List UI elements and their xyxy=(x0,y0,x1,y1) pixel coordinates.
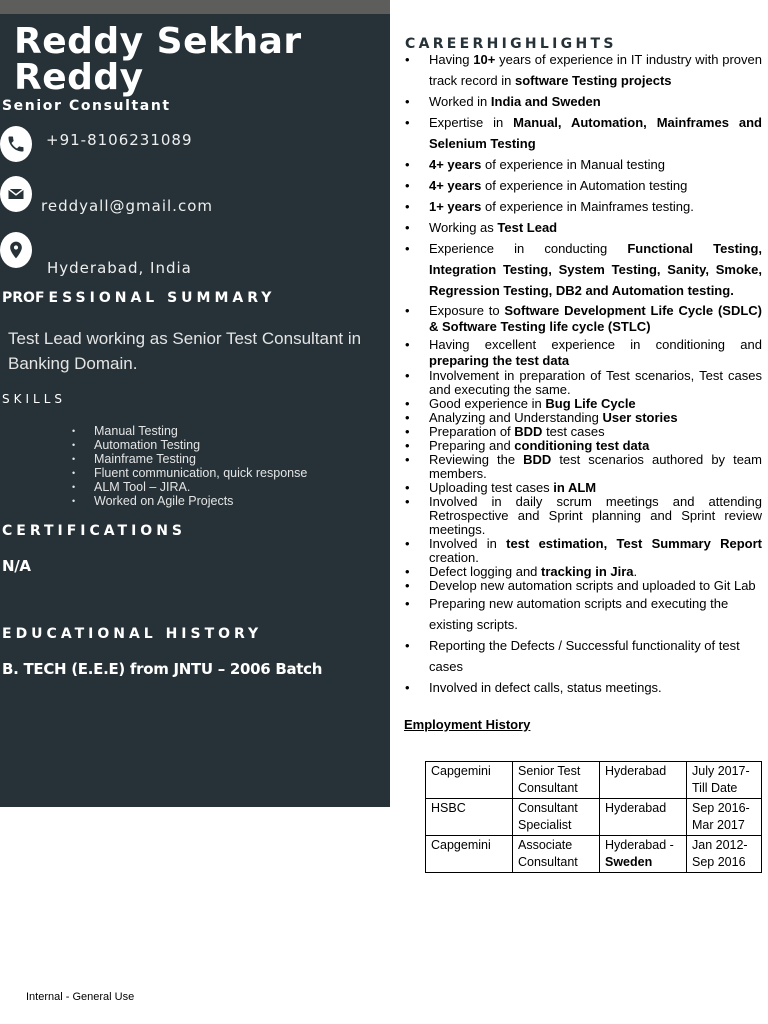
list-item: • Expertise in Manual, Automation, Mainframes and Selenium Testing xyxy=(402,112,762,154)
company-cell: Capgemini xyxy=(426,836,513,873)
location-cell: Hyderabad - Sweden xyxy=(600,836,687,873)
skills-list xyxy=(72,424,307,508)
list-item: • Good experience in Bug Life Cycle xyxy=(402,397,762,411)
location-cell: Hyderabad xyxy=(600,762,687,799)
list-item: • Reporting the Defects / Successful functionality of test cases xyxy=(402,635,762,677)
candidate-name: Reddy Sekhar Reddy xyxy=(14,21,302,98)
skills-heading: SKILLS xyxy=(2,392,67,406)
career-highlights-heading: CAREERHIGHLIGHTS xyxy=(405,36,617,52)
list-item: • Uploading test cases in ALM xyxy=(402,481,762,495)
table-row xyxy=(426,799,762,836)
location-pin-icon xyxy=(0,232,32,268)
list-item: • Having excellent experience in conditioning and preparing the test data xyxy=(402,337,762,369)
professional-summary-text: Test Lead working as Senior Test Consultant in Banking Domain. xyxy=(8,329,362,373)
list-item: • Worked in India and Sweden xyxy=(402,91,762,112)
period-cell: July 2017- Till Date xyxy=(687,762,762,799)
list-item: • Preparing new automation scripts and executing the existing scripts. xyxy=(402,593,762,635)
list-item: • Involvement in preparation of Test scenarios, Test cases and executing the same. xyxy=(402,369,762,397)
top-accent-bar xyxy=(0,0,390,14)
list-item: • Worked on Agile Projects xyxy=(72,494,307,508)
list-item: • Working as Test Lead xyxy=(402,217,762,238)
location: Hyderabad, India xyxy=(47,259,192,277)
company-cell: Capgemini xyxy=(426,762,513,799)
list-item: • 4+ years of experience in Automation testing xyxy=(402,175,762,196)
certifications-value: N/A xyxy=(2,557,31,575)
location-cell: Hyderabad xyxy=(600,799,687,836)
list-item: • Exposure to Software Development Life Cycle (SDLC) & Software Testing life cycle (STLC) xyxy=(402,303,762,335)
list-item: • ALM Tool – JIRA. xyxy=(72,480,307,494)
professional-summary-heading: PROFESSIONAL SUMMARY xyxy=(2,290,276,306)
employment-history-heading: Employment History xyxy=(404,717,531,732)
company-cell: HSBC xyxy=(426,799,513,836)
list-item: • Involved in defect calls, status meetings. xyxy=(402,677,762,698)
list-item: • Manual Testing xyxy=(72,424,307,438)
list-item: • Involved in daily scrum meetings and attending Retrospective and Sprint planning and Sprint review meetings. xyxy=(402,495,762,537)
list-item: • 4+ years of experience in Manual testing xyxy=(402,154,762,175)
role-cell: Associate Consultant xyxy=(513,836,600,873)
list-item: • Analyzing and Understanding User stories xyxy=(402,411,762,425)
period-cell: Sep 2016- Mar 2017 xyxy=(687,799,762,836)
certifications-heading: CERTIFICATIONS xyxy=(2,523,187,539)
list-item: • Preparation of BDD test cases xyxy=(402,425,762,439)
list-item: • 1+ years of experience in Mainframes testing. xyxy=(402,196,762,217)
list-item: • Preparing and conditioning test data xyxy=(402,439,762,453)
education-heading: EDUCATIONAL HISTORY xyxy=(2,626,263,642)
list-item: • Automation Testing xyxy=(72,438,307,452)
education-value: B. TECH (E.E.E) from JNTU – 2006 Batch xyxy=(2,660,323,678)
table-row xyxy=(426,762,762,799)
list-item: • Having 10+ years of experience in IT industry with proven track record in software Testing projects xyxy=(402,49,762,91)
career-highlights-list xyxy=(402,49,762,698)
list-item: • Defect logging and tracking in Jira. xyxy=(402,565,762,579)
footer-classification: Internal - General Use xyxy=(26,991,135,1003)
table-row xyxy=(426,836,762,873)
role-cell: Senior Test Consultant xyxy=(513,762,600,799)
job-title: Senior Consultant xyxy=(2,98,171,114)
mail-icon xyxy=(0,176,32,212)
employment-table xyxy=(425,761,762,873)
sidebar xyxy=(0,14,390,807)
list-item: • Fluent communication, quick response xyxy=(72,466,307,480)
list-item: • Develop new automation scripts and uploaded to Git Lab xyxy=(402,579,762,593)
list-item: • Involved in test estimation, Test Summary Report creation. xyxy=(402,537,762,565)
email-address[interactable]: reddyall@gmail.com xyxy=(41,197,213,215)
list-item: • Mainframe Testing xyxy=(72,452,307,466)
phone-icon xyxy=(0,126,32,162)
list-item: • Reviewing the BDD test scenarios authored by team members. xyxy=(402,453,762,481)
list-item: • Experience in conducting Functional Testing, Integration Testing, System Testing, Sanity, Smoke, Regression Testing, DB2 and Automation testing. xyxy=(402,238,762,301)
phone-number[interactable]: +91-8106231089 xyxy=(46,131,193,149)
role-cell: Consultant Specialist xyxy=(513,799,600,836)
period-cell: Jan 2012- Sep 2016 xyxy=(687,836,762,873)
